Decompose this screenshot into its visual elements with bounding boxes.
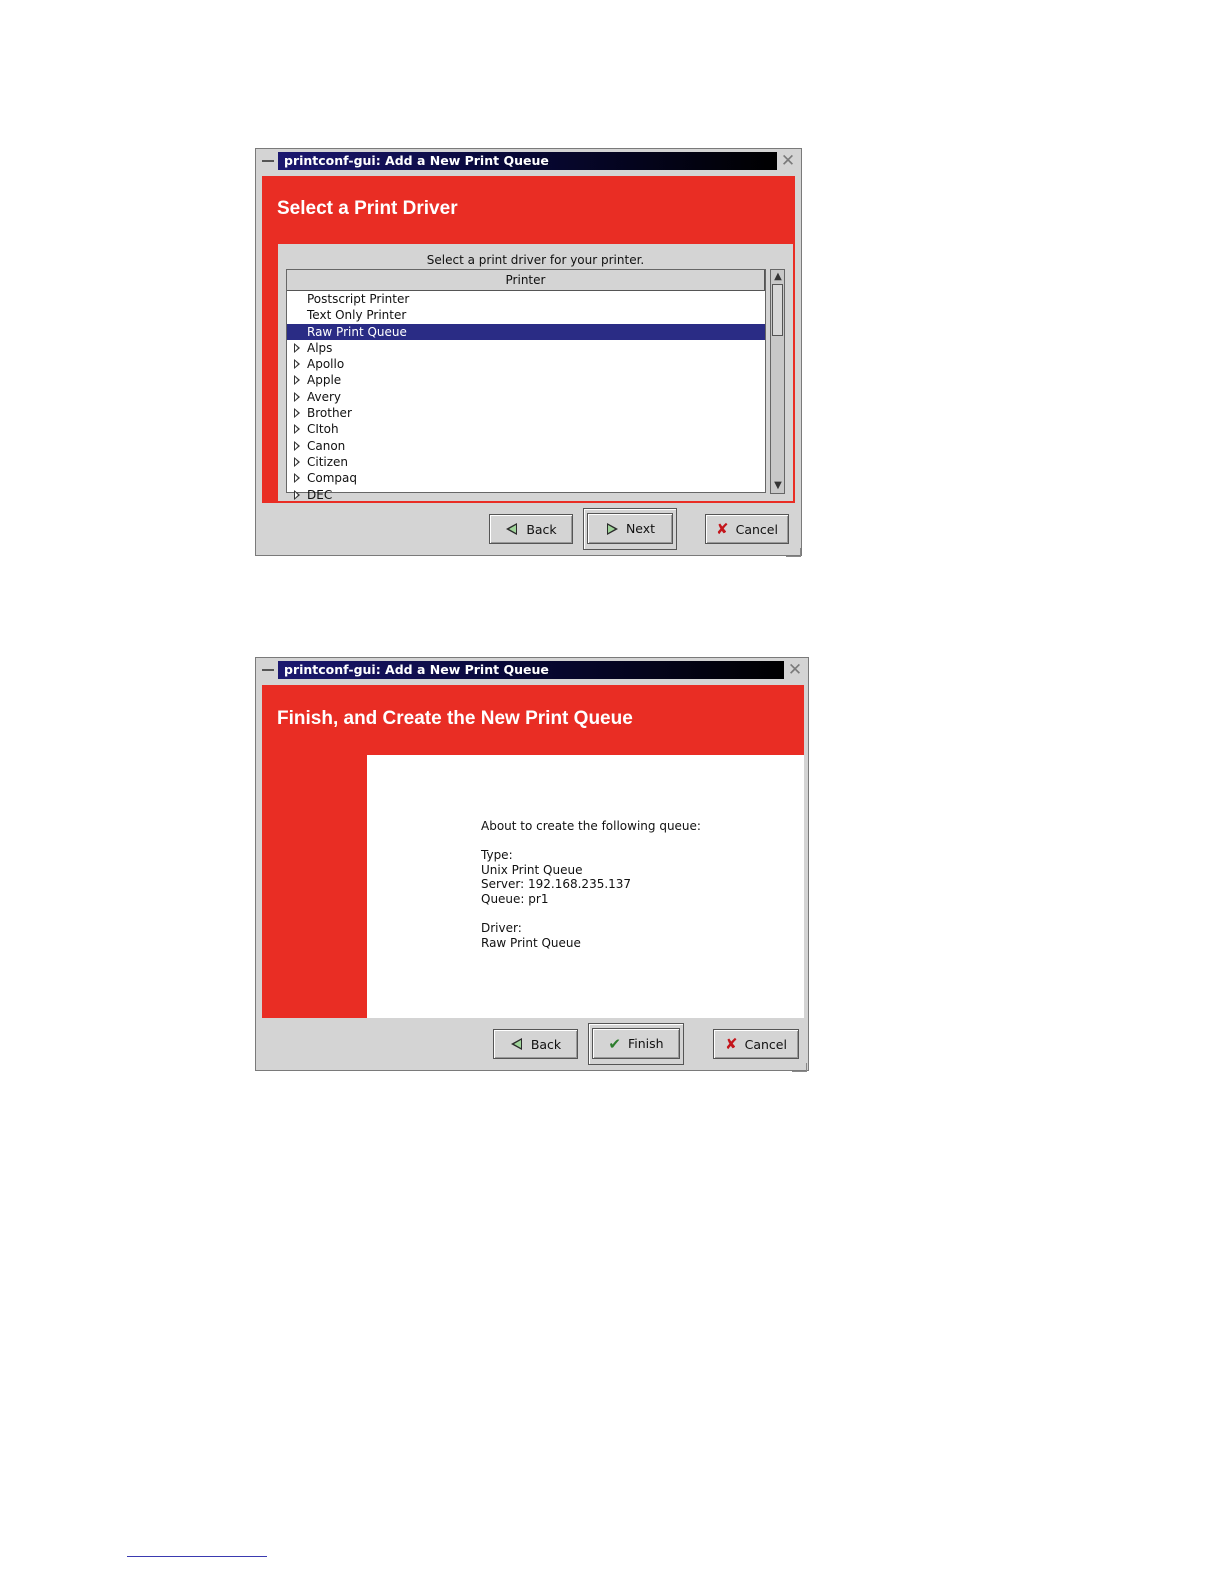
expand-triangle-icon[interactable] — [294, 375, 300, 385]
expand-triangle-icon[interactable] — [294, 441, 300, 451]
resize-grip-icon[interactable] — [786, 548, 801, 557]
resize-grip-icon[interactable] — [792, 1063, 807, 1072]
summary-text — [481, 819, 701, 950]
expand-triangle-icon[interactable] — [294, 359, 300, 369]
expand-triangle-icon[interactable] — [294, 424, 300, 434]
list-item-label: DEC — [307, 487, 333, 502]
list-item-label: Canon — [307, 438, 346, 453]
driver-tree[interactable] — [286, 269, 766, 502]
window-title: printconf-gui: Add a New Print Queue — [278, 661, 784, 679]
back-arrow-icon — [505, 522, 519, 536]
list-item-label: Brother — [307, 406, 352, 421]
minimize-icon[interactable] — [258, 152, 278, 170]
cancel-label: Cancel — [735, 521, 778, 537]
list-item-label: Apple — [307, 373, 342, 388]
summary-driver-label: Driver: — [481, 921, 522, 936]
scroll-up-icon[interactable]: ▲ — [774, 271, 782, 282]
finish-check-icon: ✔ — [608, 1034, 621, 1053]
expand-triangle-icon[interactable] — [294, 343, 300, 353]
expand-triangle-icon[interactable] — [294, 408, 300, 418]
list-item[interactable] — [287, 340, 765, 356]
page-title: Select a Print Driver — [277, 198, 458, 219]
back-arrow-icon — [510, 1037, 524, 1051]
list-item-label: Citizen — [307, 454, 349, 469]
list-item-label: Postscript Printer — [307, 292, 410, 306]
summary-type-label: Type: — [481, 848, 513, 863]
list-item[interactable] — [287, 307, 765, 323]
summary-type-value: Unix Print Queue — [481, 862, 583, 877]
next-button[interactable] — [587, 513, 673, 544]
window-titlebar[interactable] — [258, 151, 799, 171]
cancel-label: Cancel — [744, 1036, 787, 1052]
scroll-thumb[interactable] — [772, 284, 783, 336]
next-arrow-icon — [605, 522, 619, 536]
list-item[interactable] — [287, 470, 765, 486]
scroll-down-icon[interactable]: ▼ — [774, 480, 782, 491]
cancel-button[interactable] — [705, 514, 789, 544]
minimize-icon[interactable] — [258, 661, 278, 679]
list-item-label: Raw Print Queue — [307, 324, 407, 339]
window-finish — [255, 657, 809, 1071]
list-item[interactable] — [287, 438, 765, 454]
list-item[interactable] — [287, 421, 765, 437]
cancel-button[interactable] — [713, 1029, 799, 1059]
page-title: Finish, and Create the New Print Queue — [277, 708, 633, 729]
summary-driver-value: Raw Print Queue — [481, 935, 581, 950]
list-item-label: Apollo — [307, 357, 345, 372]
back-button[interactable] — [493, 1029, 578, 1059]
list-item[interactable] — [287, 324, 765, 340]
next-label: Next — [625, 521, 656, 536]
expand-triangle-icon[interactable] — [294, 473, 300, 483]
cancel-x-icon: ✘ — [716, 520, 729, 538]
list-item[interactable] — [287, 487, 765, 503]
footnote-rule — [127, 1556, 267, 1557]
finish-button[interactable] — [592, 1028, 680, 1059]
close-icon[interactable]: ✕ — [780, 151, 796, 171]
expand-triangle-icon[interactable] — [294, 457, 300, 467]
finish-label: Finish — [627, 1036, 664, 1051]
summary-pane — [367, 755, 804, 1018]
list-item[interactable] — [287, 356, 765, 372]
close-icon[interactable]: ✕ — [787, 660, 803, 680]
expand-triangle-icon[interactable] — [294, 392, 300, 402]
list-item-label: Text Only Printer — [307, 308, 407, 323]
summary-queue: Queue: pr1 — [481, 891, 549, 906]
list-item-label: CItoh — [307, 422, 339, 437]
driver-scrollbar[interactable] — [770, 269, 785, 494]
window-titlebar[interactable] — [258, 660, 806, 680]
list-item-label: Alps — [307, 340, 333, 355]
list-item[interactable] — [287, 372, 765, 388]
list-item[interactable] — [287, 389, 765, 405]
back-label: Back — [526, 521, 557, 537]
expand-triangle-icon[interactable] — [294, 490, 300, 500]
list-item[interactable] — [287, 405, 765, 421]
list-item-label: Compaq — [307, 471, 357, 486]
list-item[interactable] — [287, 454, 765, 470]
back-label: Back — [530, 1036, 562, 1052]
list-item-label: Avery — [307, 389, 342, 404]
back-button[interactable] — [489, 514, 573, 544]
driver-prompt: Select a print driver for your printer. — [426, 253, 645, 267]
summary-intro: About to create the following queue: — [481, 819, 701, 833]
column-header-printer[interactable]: Printer — [287, 270, 765, 291]
list-item[interactable] — [287, 291, 765, 307]
window-select-driver — [255, 148, 802, 556]
driver-rows — [287, 291, 765, 503]
cancel-x-icon: ✘ — [725, 1035, 738, 1053]
summary-server: Server: 192.168.235.137 — [481, 877, 632, 892]
window-title: printconf-gui: Add a New Print Queue — [278, 152, 777, 170]
driver-panel — [278, 244, 793, 501]
